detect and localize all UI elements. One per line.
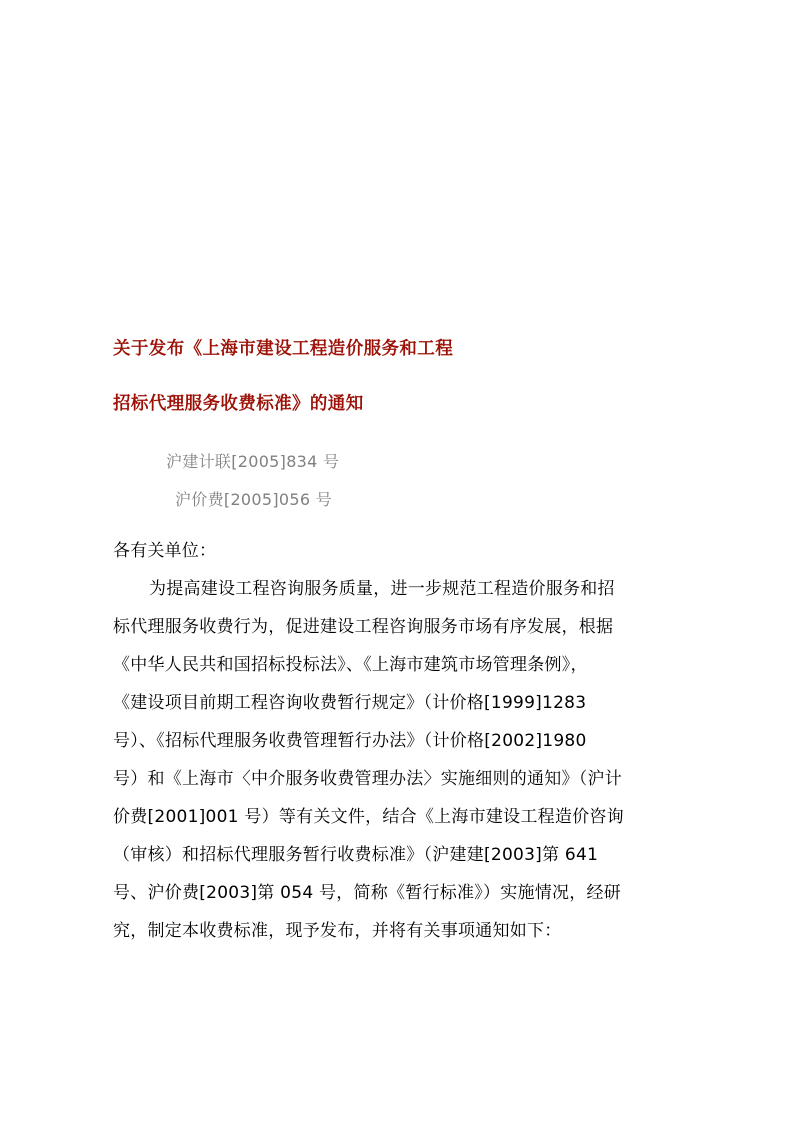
body-line: 究，制定本收费标准，现予发布，并将有关事项通知如下： — [113, 921, 562, 941]
document-number-line-1: 沪建计联[2005]834 号 — [166, 452, 340, 471]
document-title-line-1: 关于发布《上海市建设工程造价服务和工程 — [113, 339, 454, 359]
body-line: 《中华人民共和国招标投标法》、《上海市建筑市场管理条例》， — [113, 655, 588, 675]
document-number-line-2: 沪价费[2005]056 号 — [175, 490, 333, 509]
body-paragraph — [113, 570, 669, 950]
document-content — [113, 326, 669, 950]
salutation: 各有关单位： — [113, 541, 217, 561]
body-line: 标代理服务收费行为，促进建设工程咨询服务市场有序发展，根据 — [113, 617, 614, 637]
body-line: （审核）和招标代理服务暂行收费标准》（沪建建[2003]第 641 — [113, 845, 599, 865]
body-line: 号）、《招标代理服务收费管理暂行办法》（计价格[2002]1980 — [113, 731, 587, 751]
body-line: 《建设项目前期工程咨询收费暂行规定》（计价格[1999]1283 — [113, 693, 587, 713]
document-title-line-2: 招标代理服务收费标准》的通知 — [113, 394, 364, 414]
body-line: 号）和《上海市〈中介服务收费管理办法〉实施细则的通知》（沪计 — [113, 769, 622, 789]
body-line: 号、沪价费[2003]第 054 号，简称《暂行标准》）实施情况，经研 — [113, 883, 622, 903]
body-line: 为提高建设工程咨询服务质量，进一步规范工程造价服务和招 — [149, 579, 615, 599]
body-line: 价费[2001]001 号）等有关文件，结合《上海市建设工程造价咨询 — [113, 807, 624, 827]
document-number-block — [113, 443, 669, 519]
